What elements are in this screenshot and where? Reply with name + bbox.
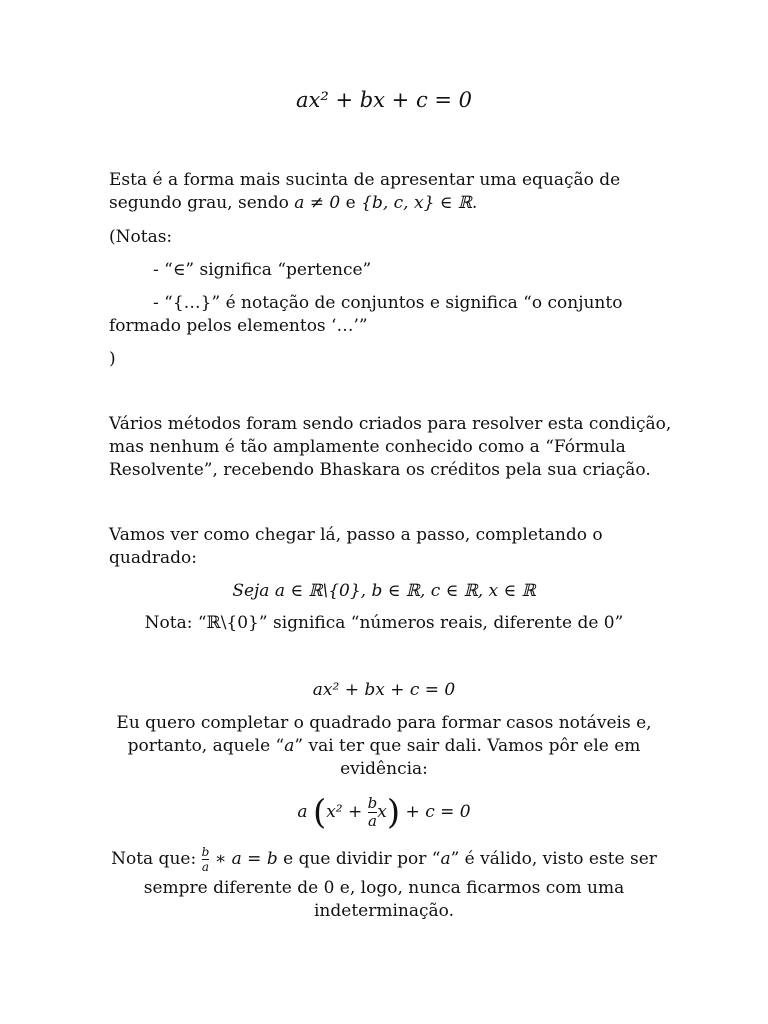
- factored-rest: + c = 0: [405, 802, 471, 822]
- factored-equation: [60, 788, 708, 836]
- steps-paragraph: [109, 524, 669, 570]
- final-note: [60, 846, 708, 923]
- intro-line-2-end: .: [471, 193, 478, 213]
- methods-line-2: mas nenhum é tão amplamente conhecido como a “Fórmula: [109, 437, 626, 457]
- fraction-denominator: a: [368, 812, 377, 830]
- complete-line-3: evidência:: [340, 759, 428, 779]
- notes-item-2-line-1: - “{…}” é notação de conjuntos e significa “o conjunto: [153, 293, 623, 313]
- methods-line-3: Resolvente”, recebendo Bhaskara os créditos pela sua criação.: [109, 460, 651, 480]
- notes-item-2-line-2: formado pelos elementos ‘…’”: [109, 316, 368, 336]
- methods-paragraph: [109, 413, 679, 482]
- final-note-pre: Nota que:: [111, 849, 197, 869]
- intro-math-a: a ≠ 0: [294, 193, 341, 213]
- equation-2: ax² + bx + c = 0: [312, 680, 456, 700]
- complete-paragraph: [60, 712, 708, 781]
- complete-line-2-post: ” vai ter que sair dali. Vamos pôr ele em: [294, 736, 641, 756]
- notes-open: (Notas:: [109, 227, 173, 247]
- intro-line-2: [109, 192, 669, 215]
- final-note-fraction-den: a: [201, 860, 210, 874]
- right-paren: ): [386, 792, 401, 833]
- fraction-numerator: b: [367, 794, 378, 812]
- notes-item-2: [109, 292, 669, 338]
- final-note-mid: e que dividir por “: [277, 849, 441, 869]
- intro-line-1: Esta é a forma mais sucinta de apresentar uma equação de: [109, 170, 621, 190]
- intro-line-2-mid: e: [340, 193, 362, 213]
- fraction-b-over-a: [368, 796, 378, 829]
- final-note-post: ” é válido, visto este ser: [450, 849, 657, 869]
- title-equation: ax² + bx + c = 0: [295, 88, 473, 112]
- methods-line-1: Vários métodos foram sendo criados para resolver esta condição,: [109, 414, 672, 434]
- steps-line-2: quadrado:: [109, 548, 197, 568]
- final-note-line-2: sempre diferente de 0 e, logo, nunca ficarmos com uma: [143, 878, 625, 898]
- left-paren: (: [312, 792, 327, 833]
- seja-statement: Seja a ∈ ℝ\{0}, b ∈ ℝ, c ∈ ℝ, x ∈ ℝ: [232, 581, 536, 601]
- factored-x: x: [377, 802, 387, 822]
- complete-line-1: Eu quero completar o quadrado para formar casos notáveis e,: [116, 713, 652, 733]
- final-note-line-1: [60, 846, 708, 873]
- intro-math-set: {b, c, x} ∈ ℝ: [361, 193, 472, 213]
- intro-line-2-text: segundo grau, sendo: [109, 193, 295, 213]
- final-note-fraction-num: b: [201, 845, 210, 859]
- intro-paragraph: [109, 169, 669, 215]
- final-note-a: a: [440, 849, 451, 869]
- final-note-fraction: [202, 846, 210, 873]
- nota-reals: Nota: “ℝ\{0}” significa “números reais, diferente de 0”: [144, 613, 624, 633]
- factored-x2: x² +: [326, 802, 363, 822]
- complete-line-2-pre: portanto, aquele “: [127, 736, 285, 756]
- final-note-math: ∗ a = b: [214, 849, 278, 869]
- notes-close: ): [109, 349, 116, 369]
- steps-line-1: Vamos ver como chegar lá, passo a passo, completando o: [109, 525, 603, 545]
- complete-line-2: [60, 735, 708, 758]
- complete-line-2-a: a: [284, 736, 295, 756]
- factored-a: a: [297, 802, 308, 822]
- notes-item-1: - “∈” significa “pertence”: [153, 260, 372, 280]
- final-note-line-3: indeterminação.: [314, 901, 454, 921]
